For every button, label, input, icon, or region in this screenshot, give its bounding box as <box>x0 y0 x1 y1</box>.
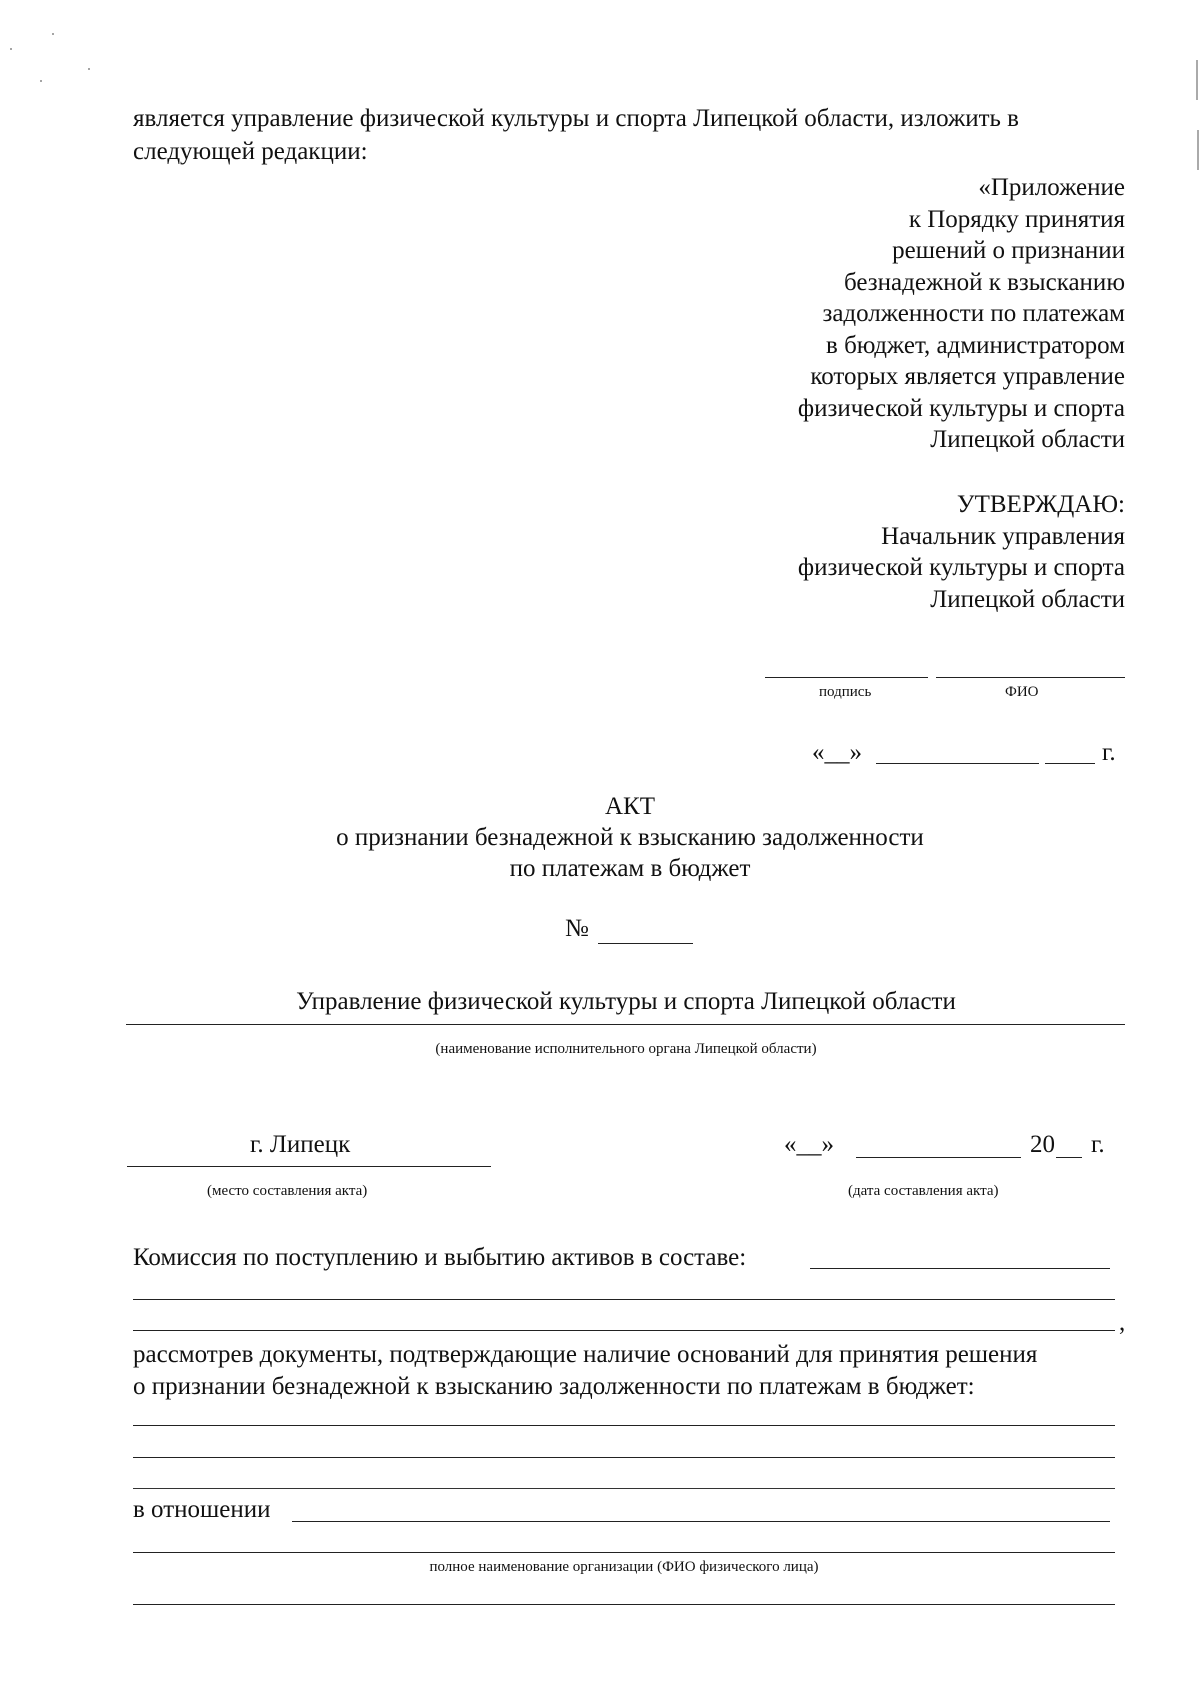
approve-line: Липецкой области <box>930 585 1125 613</box>
name-line[interactable] <box>936 677 1125 678</box>
commission-comma: , <box>1119 1309 1126 1336</box>
approve-line: физической культуры и спорта <box>797 554 1125 581</box>
approve-date-year-line[interactable] <box>1045 763 1095 764</box>
appendix-line: решений о признании <box>892 237 1125 264</box>
place-line[interactable] <box>127 1166 491 1167</box>
signature-caption: подпись <box>819 684 872 700</box>
act-date-year-line[interactable] <box>1056 1157 1082 1158</box>
scan-edge-mark <box>1196 60 1198 100</box>
intro-line-1: является управление физической культуры и спорта Липецкой области, изложить в <box>133 105 1019 132</box>
scan-edge-mark <box>1197 130 1199 170</box>
appendix-line: задолженности по платежам <box>822 300 1125 327</box>
organ-line <box>126 1024 1125 1025</box>
approve-date-suffix: г. <box>1102 739 1116 766</box>
regarding-line[interactable] <box>292 1521 1110 1522</box>
regarding-line-2[interactable] <box>133 1552 1115 1553</box>
act-number-label: № <box>565 915 589 942</box>
scan-speck <box>10 48 12 50</box>
intro-line-2: следующей редакции: <box>133 138 368 165</box>
appendix-line: физической культуры и спорта <box>797 394 1125 422</box>
reviewed-line-a[interactable] <box>133 1425 1115 1426</box>
place-value: г. Липецк <box>250 1131 351 1158</box>
reviewed-line-2: о признании безнадежной к взысканию задолженности по платежам в бюджет: <box>133 1373 975 1400</box>
regarding-line-3[interactable] <box>133 1604 1115 1605</box>
act-date-year-prefix: 20 <box>1030 1131 1055 1158</box>
appendix-line: Липецкой области <box>930 426 1125 453</box>
appendix-line: «Приложение <box>978 174 1125 201</box>
regarding-caption: полное наименование организации (ФИО физического лица) <box>429 1559 819 1575</box>
scan-speck <box>88 68 90 70</box>
commission-line-3[interactable] <box>133 1330 1115 1331</box>
regarding-label: в отношении <box>133 1496 271 1523</box>
act-subtitle-1: о признании безнадежной к взысканию задолженности <box>336 824 924 851</box>
appendix-line: в бюджет, администратором <box>826 331 1125 359</box>
commission-label: Комиссия по поступлению и выбытию активов в составе: <box>133 1244 747 1271</box>
act-date-day: «__» <box>784 1131 834 1158</box>
commission-line-2[interactable] <box>133 1299 1115 1300</box>
approve-line: Начальник управления <box>881 522 1125 550</box>
reviewed-line-c[interactable] <box>133 1488 1115 1489</box>
act-date-month-line[interactable] <box>856 1157 1021 1158</box>
name-caption: ФИО <box>1005 684 1039 700</box>
scan-speck <box>52 33 54 35</box>
approve-block <box>798 489 1125 615</box>
scan-speck <box>40 80 42 82</box>
appendix-line: безнадежной к взысканию <box>843 268 1125 296</box>
signature-line[interactable] <box>765 677 928 678</box>
appendix-line: которых является управление <box>810 363 1125 390</box>
act-title: АКТ <box>605 793 655 820</box>
appendix-line: к Порядку принятия <box>908 205 1125 233</box>
organ-caption: (наименование исполнительного органа Липецкой области) <box>435 1041 817 1057</box>
organ-name: Управление физической культуры и спорта Липецкой области <box>296 988 956 1015</box>
commission-line-1[interactable] <box>810 1268 1110 1269</box>
reviewed-line-1: рассмотрев документы, подтверждающие наличие оснований для принятия решения <box>133 1341 1038 1368</box>
act-number-line[interactable] <box>598 943 693 944</box>
approve-heading: УТВЕРЖДАЮ: <box>956 491 1125 518</box>
date-caption: (дата составления акта) <box>848 1183 999 1199</box>
act-subtitle-2: по платежам в бюджет <box>509 855 751 882</box>
reviewed-line-b[interactable] <box>133 1457 1115 1458</box>
act-date-suffix: г. <box>1091 1131 1105 1158</box>
approve-date-month-line[interactable] <box>876 763 1039 764</box>
place-caption: (место составления акта) <box>207 1183 368 1199</box>
appendix-block <box>798 172 1125 456</box>
approve-date-day: «__» <box>812 739 862 766</box>
